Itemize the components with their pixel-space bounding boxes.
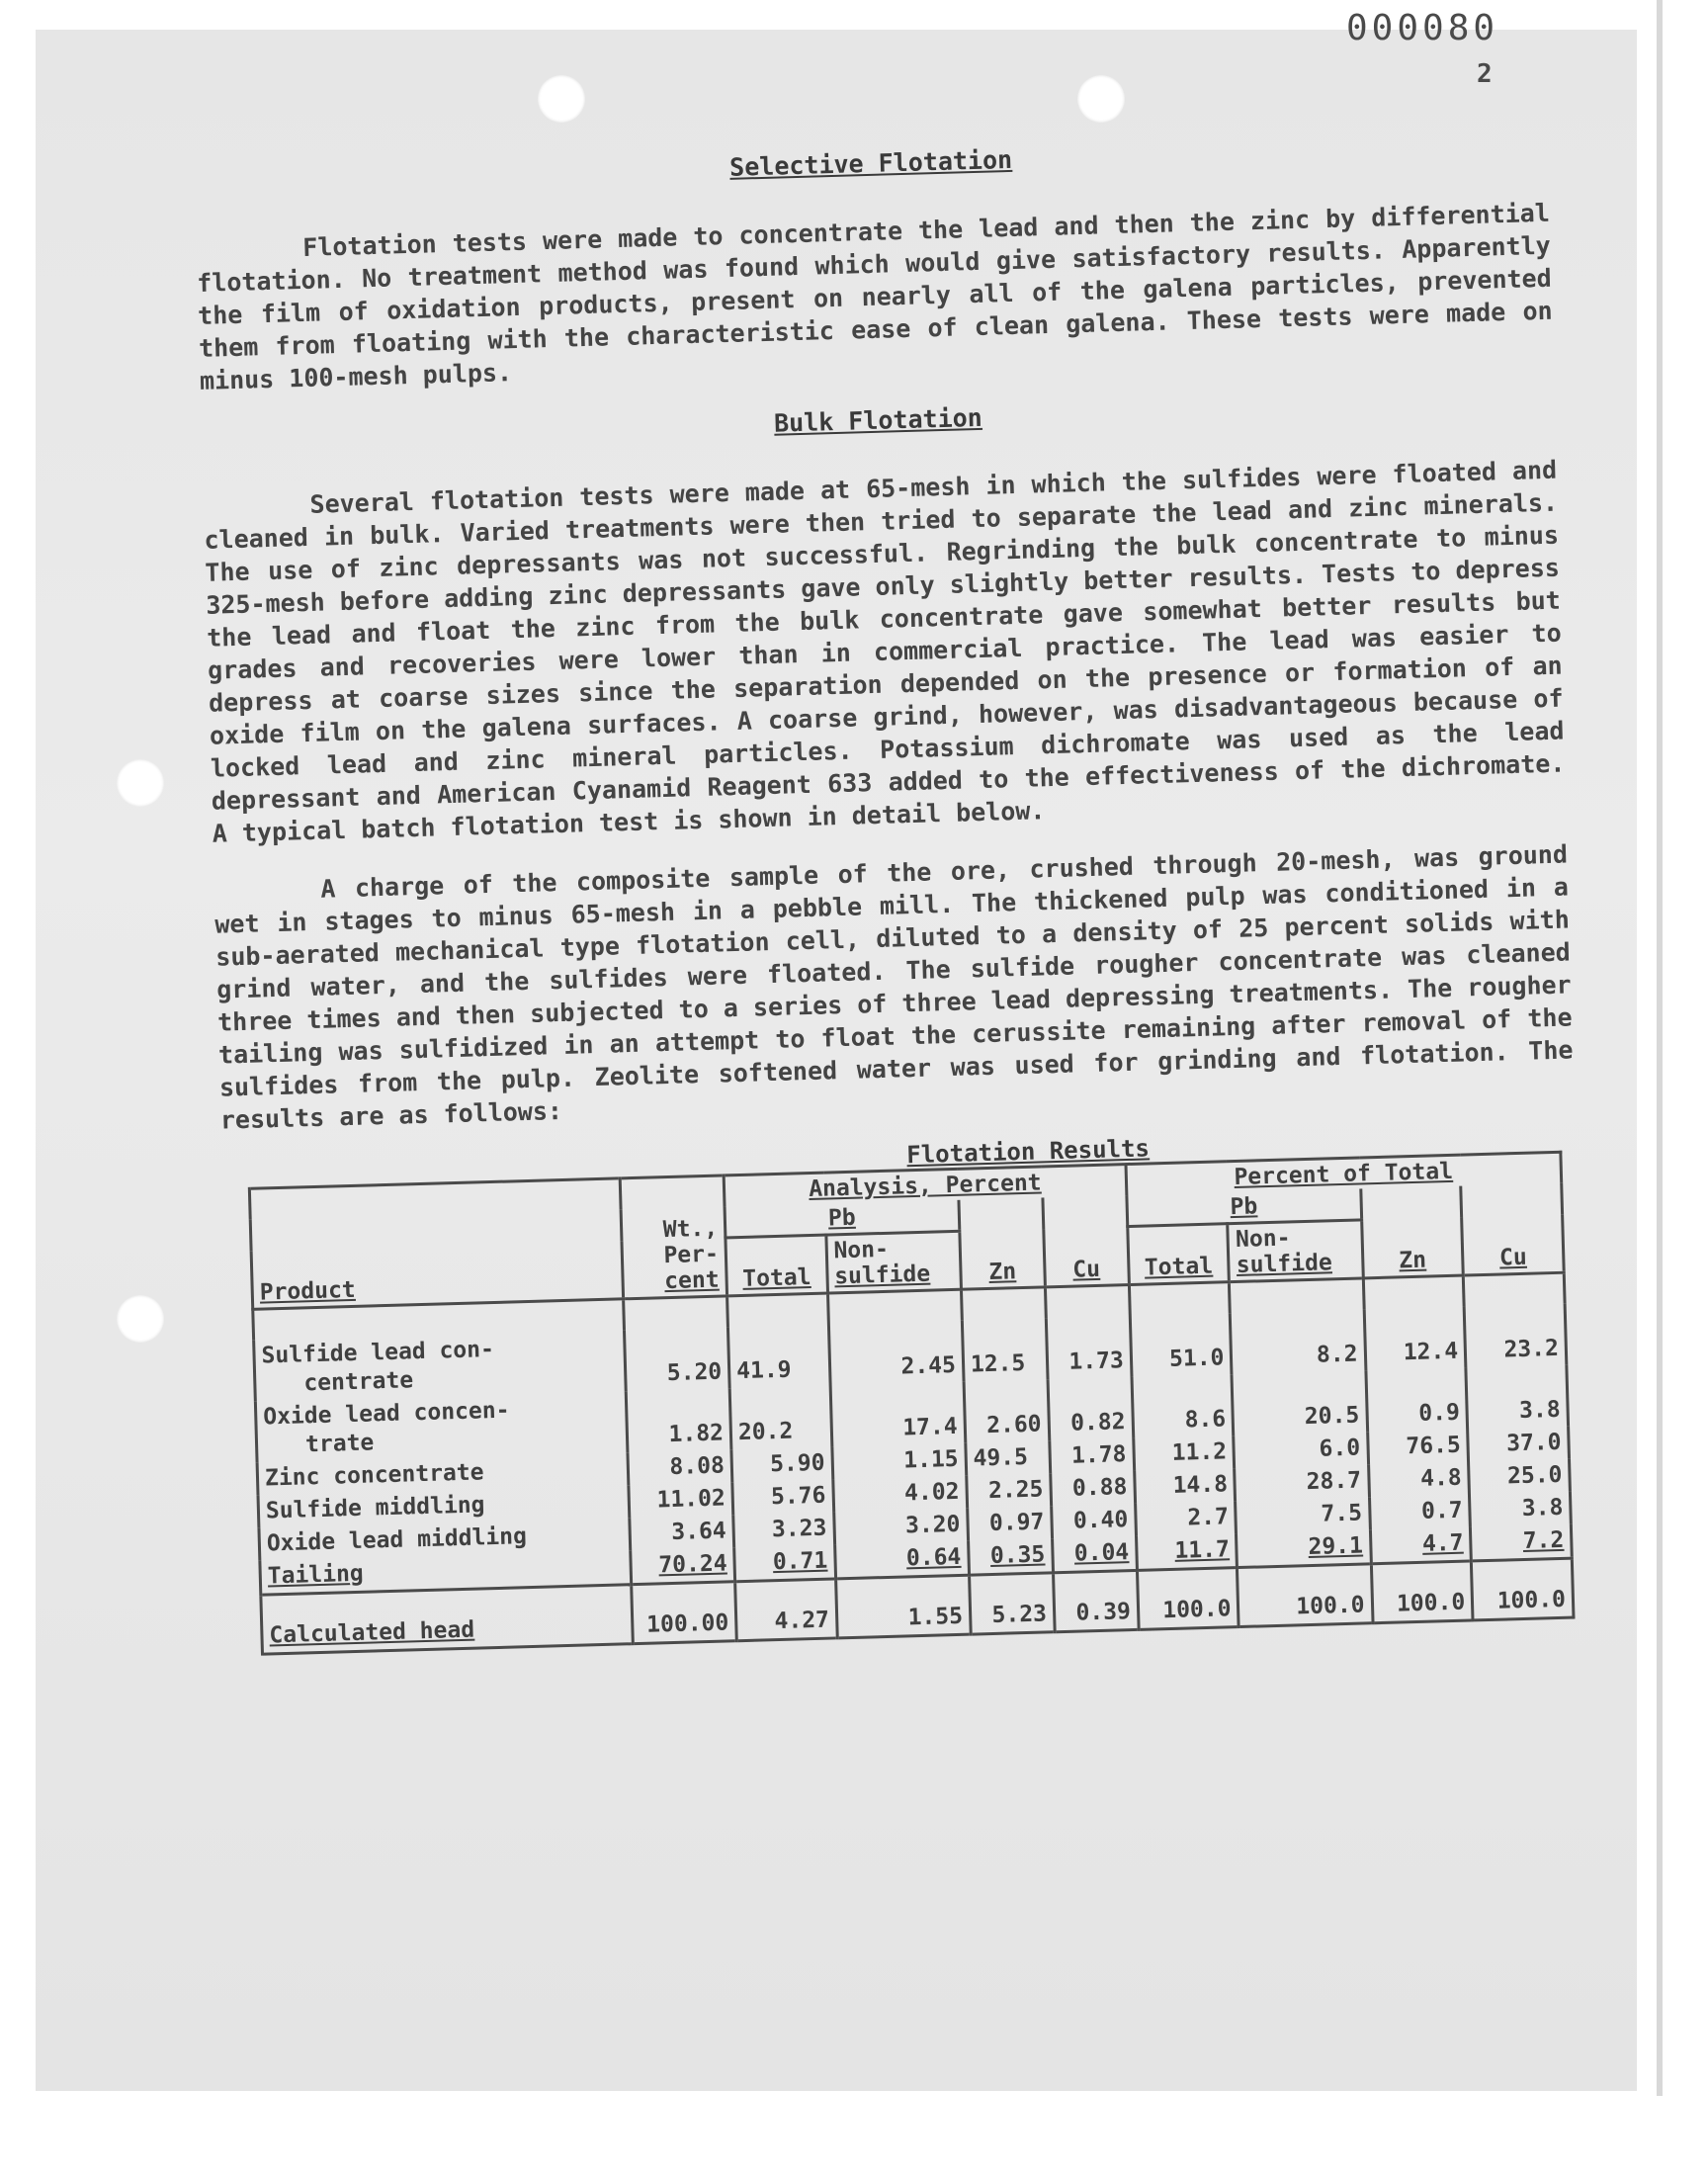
table-row: Sulfide middling 11.02 5.76 4.02 2.25 0.88 14.8 28.7 4.8 25.0 (258, 1459, 1570, 1528)
table-row: Oxide lead concen- trate 1.82 20.2 17.4 2.60 0.82 8.6 20.5 0.9 3.8 (255, 1365, 1568, 1463)
document-number: 000080 (1346, 8, 1499, 48)
header-analysis-zn: Zn (959, 1197, 1045, 1289)
table-row: Oxide lead middling 3.64 3.23 3.20 0.97 0.40 2.7 7.5 0.7 3.8 (259, 1492, 1571, 1561)
page-number: 2 (1477, 59, 1493, 89)
header-total-pb: Pb (1127, 1188, 1362, 1226)
header-analysis-pb: Pb (725, 1200, 960, 1238)
header-product: Product (249, 1178, 623, 1309)
header-total-pb-total: Total (1127, 1224, 1229, 1285)
paragraph-selective-flotation: Flotation tests were made to concentrate the lead and then the zinc by differential flotation. No treatment method was found which would give satisfactory results. Apparently the film of oxidation products, present on nearly all of the galena particles, prevented them from floating with the characteristic ease of clean galena. These tests were made on minus 100-mesh pulps. (196, 198, 1553, 395)
header-analysis-pb-nonsulfide: Non- sulfide (826, 1231, 962, 1293)
page-edge (1657, 0, 1663, 2096)
punch-hole-left-lower (117, 1295, 164, 1343)
header-total-pb-nonsulfide: Non- sulfide (1228, 1220, 1363, 1282)
header-percent-of-total: Percent of Total (1126, 1152, 1562, 1195)
header-total-cu: Cu (1461, 1183, 1564, 1275)
document-body (194, 130, 1589, 1657)
table-row-total: Calculated head 100.00 4.27 1.55 5.23 0.39 100.0 100.0 100.0 100.0 (261, 1558, 1574, 1654)
header-analysis-cu: Cu (1043, 1195, 1129, 1287)
flotation-results-table-block (247, 1123, 1575, 1656)
table-title: Flotation Results (905, 1134, 1151, 1170)
paragraph-test-procedure: A charge of the composite sample of the ore, crushed through 20-mesh, was ground wet in stages to minus 65-mesh in a pebble mill. The thickened pulp was conditioned in a sub-aerated mechanical type flotation cell, diluted to a density of 25 percent solids with grind water, and the sulfides were floated. The sulfide rougher concentrate was cleaned three times and then subjected to a series of three lead depressing treatments. The rougher tailing was sulfidized in an attempt to float the cerussite remaining after removal of the sulfides from the pulp. Zeolite softened water was used for grinding and flotation. The results are as follows: (214, 839, 1574, 1135)
flotation-results-table (248, 1151, 1576, 1656)
section-heading-bulk-flotation: Bulk Flotation (773, 402, 983, 438)
header-analysis-percent: Analysis, Percent (724, 1165, 1126, 1207)
table-row: Sulfide lead con- centrate 5.20 41.9 2.45 12.5 1.73 51.0 8.2 12.4 23.2 (254, 1304, 1567, 1402)
table-row: Zinc concentrate 8.08 5.90 1.15 49.5 1.78 11.2 6.0 76.5 37.0 (257, 1427, 1569, 1496)
header-wt-percent: Wt., Per- cent (620, 1175, 726, 1299)
table-row: Tailing 70.24 0.71 0.64 0.35 0.04 11.7 29.1 4.7 7.2 (260, 1524, 1572, 1596)
header-total-zn: Zn (1360, 1186, 1463, 1278)
punch-hole-top-left (538, 75, 585, 123)
paragraph-bulk-flotation: Several flotation tests were made at 65-mesh in which the sulfides were floated and cleaned in bulk. Varied treatments were then tried to separate the lead and zinc minerals. The use of zinc depressants was not successful. Regrinding the bulk concentrate to minus 325-mesh before adding zinc depressants gave only slightly better results. Tests to depress the lead and float the zinc from the bulk concentrate gave somewhat better results but grades and recoveries were lower than in commercial practice. The lead was easier to depress at coarse sizes since the separation depended on the presence or formation of an oxide film on the galena surfaces. A coarse grind, however, was disadvantageous because of locked lead and zinc mineral particles. Potassium dichromate was used as the lead depressant and American Cyanamid Reagent 633 added to the effectiveness of the dichromate. A typical batch flotation test is shown in detail below. (204, 455, 1566, 848)
punch-hole-left-middle (117, 759, 164, 807)
section-heading-selective-flotation: Selective Flotation (728, 144, 1013, 182)
punch-hole-top-right (1077, 75, 1125, 123)
header-analysis-pb-total: Total (726, 1235, 827, 1296)
